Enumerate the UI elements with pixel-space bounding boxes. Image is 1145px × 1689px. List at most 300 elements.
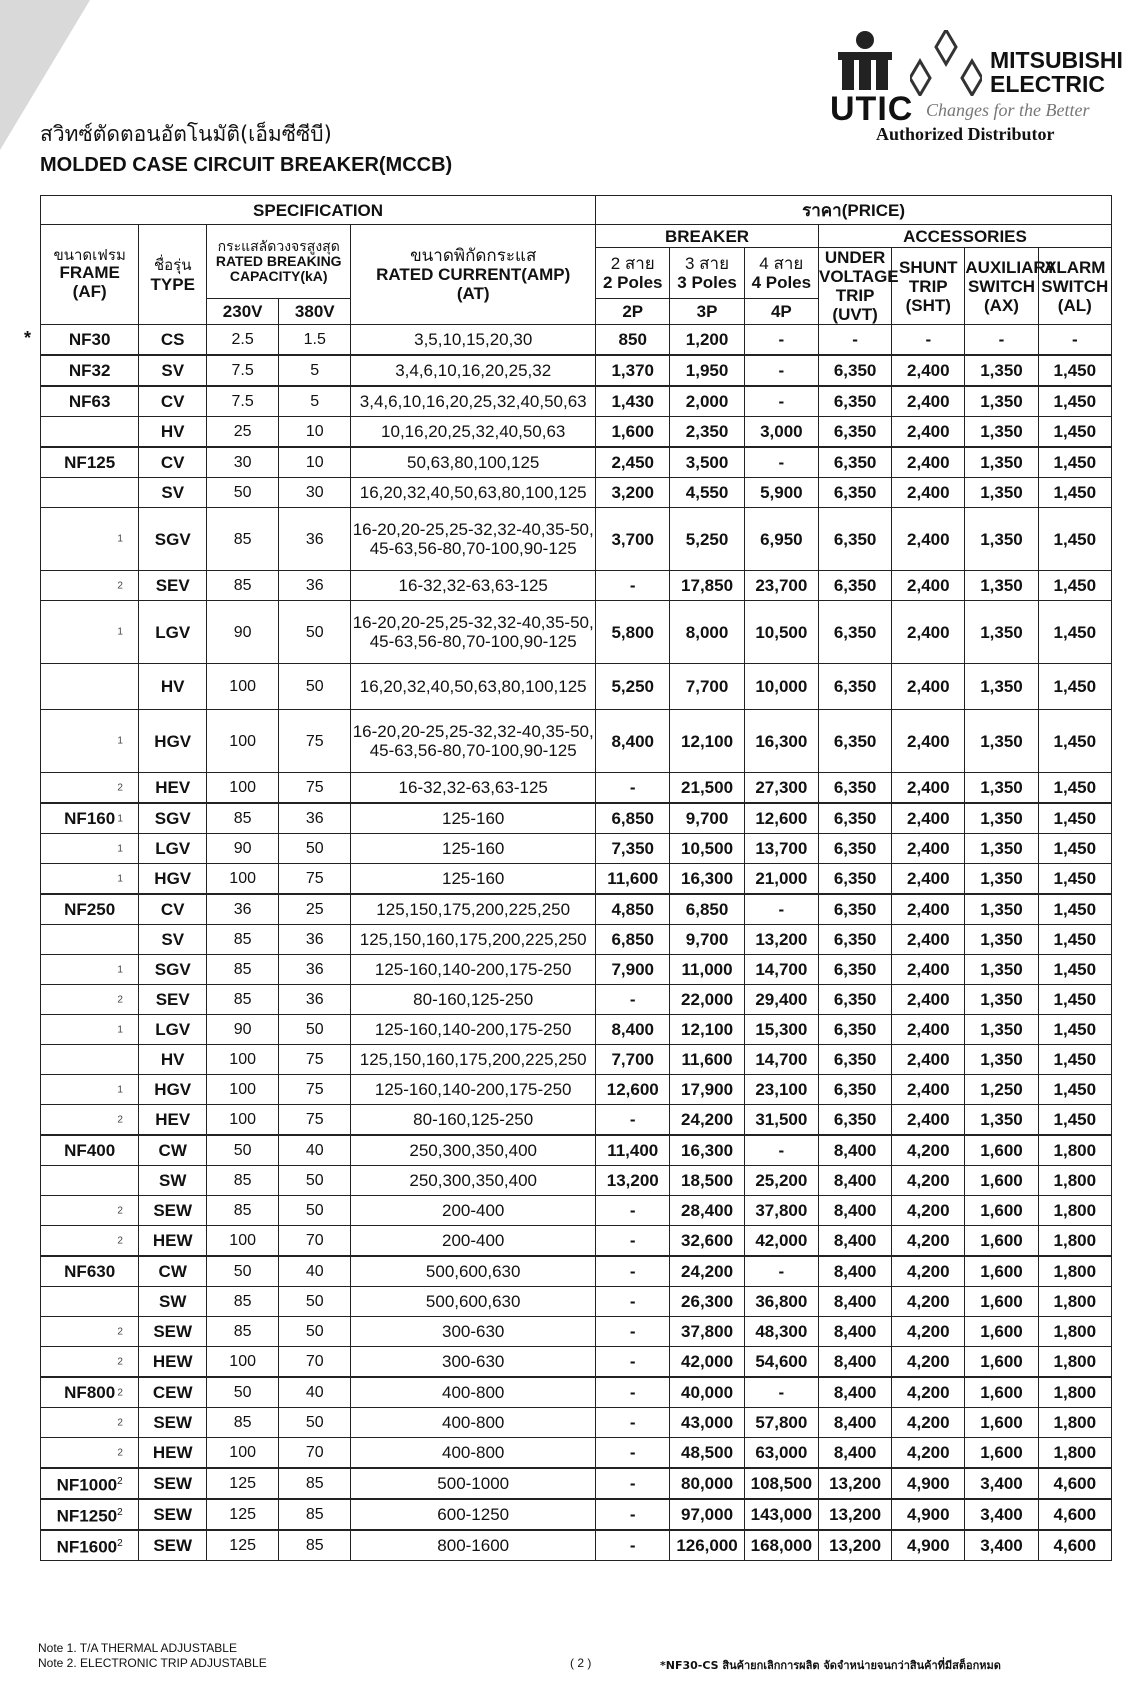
current-cell: 800-1600	[351, 1530, 596, 1561]
p4-cell: 21,000	[744, 864, 818, 895]
note-marker: 2	[117, 1356, 123, 1367]
note-marker: 2	[117, 1235, 123, 1246]
utic-wordmark: UTIC	[830, 90, 914, 128]
current-cell: 125-160	[351, 864, 596, 895]
type-cell	[117, 1377, 207, 1408]
a380-cell: 25	[279, 894, 351, 925]
frame-cell	[41, 508, 139, 571]
a230-cell: 125	[207, 1499, 279, 1530]
a380-cell: 10	[279, 447, 351, 478]
sht-cell: 4,200	[892, 1408, 965, 1438]
ax-cell: 1,350	[965, 894, 1038, 925]
table-row	[41, 417, 1112, 448]
p2-cell: -	[596, 1287, 670, 1317]
a380-cell: 75	[279, 1075, 351, 1105]
ax-cell: 1,350	[965, 1045, 1038, 1075]
al-cell: 1,450	[1038, 803, 1111, 834]
current-cell: 600-1250	[351, 1499, 596, 1530]
ax-cell: 1,350	[965, 1105, 1038, 1136]
ax-cell: 1,600	[965, 1135, 1038, 1166]
type-label: SV	[161, 930, 185, 949]
uvt-cell: 8,400	[818, 1135, 891, 1166]
type-cell	[117, 773, 207, 804]
uvt-cell: 8,400	[818, 1438, 891, 1469]
uvt-cell: 6,350	[818, 1015, 891, 1045]
price-table-body	[24, 325, 1112, 1561]
type-label: SEW	[153, 1322, 193, 1341]
a380-cell: 1.5	[279, 325, 351, 356]
p3-cell: 32,600	[670, 1226, 744, 1257]
sht-cell: 4,900	[892, 1499, 965, 1530]
a380-cell: 36	[279, 955, 351, 985]
uvt-cell: 6,350	[818, 710, 891, 773]
sht-cell: 2,400	[892, 571, 965, 601]
al-cell: 1,450	[1038, 864, 1111, 895]
type-label: HGV	[154, 1080, 192, 1099]
sht-cell: 2,400	[892, 985, 965, 1015]
p3-cell: 18,500	[670, 1166, 744, 1196]
p3-short-header: 3P	[670, 298, 744, 324]
current-cell: 125,150,175,200,225,250	[351, 894, 596, 925]
table-row	[41, 1438, 1112, 1469]
p3-cell: 3,500	[670, 447, 744, 478]
type-cell	[117, 1408, 207, 1438]
ax-cell: 1,350	[965, 386, 1038, 417]
frame-cell	[41, 1075, 139, 1105]
sht-cell: 2,400	[892, 803, 965, 834]
a230-cell: 100	[207, 1226, 279, 1257]
al-cell: 1,450	[1038, 1045, 1111, 1075]
p3-cell: 80,000	[670, 1468, 744, 1499]
al-cell: 1,450	[1038, 925, 1111, 955]
p2-cell: -	[596, 1438, 670, 1469]
p4-cell: 23,100	[744, 1075, 818, 1105]
a230-cell: 85	[207, 1408, 279, 1438]
frame-cell	[41, 447, 139, 478]
sht-cell: 4,200	[892, 1166, 965, 1196]
table-row	[41, 985, 1112, 1015]
a380-cell: 5	[279, 386, 351, 417]
frame-cell	[41, 773, 139, 804]
table-row	[41, 1256, 1112, 1287]
al-cell: 1,450	[1038, 1105, 1111, 1136]
sht-cell: 2,400	[892, 1015, 965, 1045]
ax-cell: 1,250	[965, 1075, 1038, 1105]
p3-cell: 12,100	[670, 1015, 744, 1045]
a230-cell: 25	[207, 417, 279, 448]
p2-cell: -	[596, 1347, 670, 1378]
type-cell	[139, 925, 207, 955]
price-header: ราคา(PRICE)	[596, 196, 1112, 225]
type-cell	[117, 985, 207, 1015]
sht-cell: 2,400	[892, 1045, 965, 1075]
note-marker: 2	[117, 1417, 123, 1428]
p4-cell: 63,000	[744, 1438, 818, 1469]
uvt-cell: 13,200	[818, 1499, 891, 1530]
ax-cell: 1,600	[965, 1347, 1038, 1378]
type-cell	[139, 1287, 207, 1317]
uvt-cell: 6,350	[818, 508, 891, 571]
p2-cell: 8,400	[596, 710, 670, 773]
a230-cell: 7.5	[207, 386, 279, 417]
current-cell: 300-630	[351, 1317, 596, 1347]
p2-cell: 1,430	[596, 386, 670, 417]
type-cell	[117, 803, 207, 834]
al-cell: 1,450	[1038, 478, 1111, 508]
type-cell	[139, 664, 207, 710]
current-cell: 16-20,20-25,25-32,32-40,35-50, 45-63,56-80,70-100,90-125	[351, 508, 596, 571]
type-cell	[117, 864, 207, 895]
mitsubishi-wordmark	[990, 48, 1123, 96]
uvt-cell: 6,350	[818, 894, 891, 925]
type-label: HV	[160, 677, 185, 696]
a380-cell: 40	[279, 1135, 351, 1166]
ax-cell: 1,350	[965, 925, 1038, 955]
type-cell	[117, 955, 207, 985]
discontinued-remark: *NF30-CS สินค้ายกเลิกการผลิต จัดจำหน่ายจนกว่าสินค้าที่มีสต็อกหมด	[660, 1659, 1001, 1672]
frame-cell	[41, 1015, 139, 1045]
ax-cell: 3,400	[965, 1499, 1038, 1530]
p3-cell: 11,000	[670, 955, 744, 985]
frame-cell	[41, 710, 139, 773]
table-row	[41, 1377, 1112, 1408]
p3-cell: 9,700	[670, 925, 744, 955]
note-marker: 1	[117, 533, 123, 545]
table-row	[41, 1226, 1112, 1257]
type-label: SEV	[155, 990, 190, 1009]
type-header: ชื่อรุ่น TYPE	[139, 225, 207, 325]
ax-cell: 1,600	[965, 1256, 1038, 1287]
ax-cell: 1,600	[965, 1196, 1038, 1226]
sht-cell: 2,400	[892, 601, 965, 664]
p4-cell: 10,000	[744, 664, 818, 710]
uvt-cell: 6,350	[818, 1075, 891, 1105]
type-label: SEV	[155, 576, 190, 595]
a380-cell: 75	[279, 1045, 351, 1075]
current-cell: 500,600,630	[351, 1287, 596, 1317]
frame-label: NF125	[64, 453, 116, 472]
p3-cell: 43,000	[670, 1408, 744, 1438]
type-label: CV	[160, 453, 185, 472]
p3-cell: 126,000	[670, 1530, 744, 1561]
frame-header: ขนาดเฟรม FRAME (AF)	[41, 225, 139, 325]
current-cell: 3,5,10,15,20,30	[351, 325, 596, 356]
p2-cell: 1,600	[596, 417, 670, 448]
a230-cell: 100	[207, 773, 279, 804]
p4-cell: 29,400	[744, 985, 818, 1015]
p3-cell: 8,000	[670, 601, 744, 664]
p2-cell: 6,850	[596, 803, 670, 834]
a380-cell: 50	[279, 1408, 351, 1438]
sht-cell: 2,400	[892, 508, 965, 571]
frame-cell	[41, 601, 139, 664]
a230-cell: 85	[207, 571, 279, 601]
frame-label: NF160	[64, 809, 116, 828]
uvt-cell: 6,350	[818, 664, 891, 710]
current-cell: 125-160,140-200,175-250	[351, 955, 596, 985]
ax-cell: 1,600	[965, 1377, 1038, 1408]
p2-cell: 7,700	[596, 1045, 670, 1075]
p4-cell: -	[744, 1377, 818, 1408]
note-marker: 1	[117, 964, 123, 975]
table-row	[41, 773, 1112, 804]
sht-cell: 2,400	[892, 925, 965, 955]
current-cell: 50,63,80,100,125	[351, 447, 596, 478]
p4-cell: 6,950	[744, 508, 818, 571]
a230-cell: 125	[207, 1468, 279, 1499]
p4-cell: -	[744, 1135, 818, 1166]
uvt-cell: 6,350	[818, 1045, 891, 1075]
distributor-label: Authorized Distributor	[876, 124, 1055, 144]
note-marker: 2	[117, 580, 123, 591]
frame-note-marker: 2	[117, 1476, 123, 1488]
table-row	[41, 571, 1112, 601]
type-label: HEW	[152, 1443, 193, 1462]
ax-cell: 3,400	[965, 1530, 1038, 1561]
tagline: Changes for the Better	[926, 100, 1090, 120]
ax-cell: 1,600	[965, 1317, 1038, 1347]
uvt-cell: 6,350	[818, 985, 891, 1015]
type-cell	[139, 1135, 207, 1166]
a230-cell: 50	[207, 1135, 279, 1166]
al-cell: 1,800	[1038, 1135, 1111, 1166]
current-cell: 10,16,20,25,32,40,50,63	[351, 417, 596, 448]
current-cell: 80-160,125-250	[351, 985, 596, 1015]
uvt-cell: 8,400	[818, 1408, 891, 1438]
ax-cell: 1,600	[965, 1287, 1038, 1317]
a380-cell: 50	[279, 1287, 351, 1317]
al-header: ALARM SWITCH (AL)	[1038, 248, 1111, 325]
ax-cell: 1,350	[965, 864, 1038, 895]
type-label: HEV	[155, 1110, 191, 1129]
ax-cell: 1,600	[965, 1226, 1038, 1257]
p2-cell: -	[596, 1196, 670, 1226]
uvt-cell: 8,400	[818, 1226, 891, 1257]
p2-cell: 7,900	[596, 955, 670, 985]
sht-cell: 2,400	[892, 773, 965, 804]
ax-cell: -	[965, 325, 1038, 356]
current-cell: 3,4,6,10,16,20,25,32,40,50,63	[351, 386, 596, 417]
p2-cell: 3,700	[596, 508, 670, 571]
type-cell	[117, 508, 207, 571]
table-row	[41, 1287, 1112, 1317]
type-label: SV	[161, 361, 185, 380]
p2-cell: -	[596, 1226, 670, 1257]
current-cell: 400-800	[351, 1408, 596, 1438]
type-cell	[139, 417, 207, 448]
type-cell	[139, 1045, 207, 1075]
a380-cell: 85	[279, 1530, 351, 1561]
frame-cell	[41, 1317, 139, 1347]
current-cell: 200-400	[351, 1196, 596, 1226]
note-marker: 1	[117, 873, 123, 884]
frame-label: NF1600	[56, 1537, 118, 1557]
type-cell	[117, 1075, 207, 1105]
current-cell: 500,600,630	[351, 1256, 596, 1287]
ax-cell: 1,350	[965, 478, 1038, 508]
p2-cell: -	[596, 1317, 670, 1347]
uvt-cell: 8,400	[818, 1166, 891, 1196]
current-cell: 125,150,160,175,200,225,250	[351, 925, 596, 955]
p2-cell: -	[596, 1105, 670, 1136]
type-cell	[117, 1347, 207, 1378]
a230-cell: 85	[207, 1196, 279, 1226]
al-cell: 4,600	[1038, 1468, 1111, 1499]
frame-cell	[41, 925, 139, 955]
p2-cell: 11,600	[596, 864, 670, 895]
a230-cell: 100	[207, 864, 279, 895]
uvt-cell: 6,350	[818, 386, 891, 417]
a230-cell: 100	[207, 1045, 279, 1075]
p4-cell: 31,500	[744, 1105, 818, 1136]
type-label: SV	[161, 483, 185, 502]
p3-cell: 97,000	[670, 1499, 744, 1530]
p4-cell: 3,000	[744, 417, 818, 448]
current-cell: 125-160	[351, 834, 596, 864]
sht-cell: 2,400	[892, 478, 965, 508]
frame-cell	[41, 894, 139, 925]
table-row	[41, 803, 1112, 834]
p2-cell: 4,850	[596, 894, 670, 925]
p3-cell: 22,000	[670, 985, 744, 1015]
p3-cell: 28,400	[670, 1196, 744, 1226]
p4-cell: 16,300	[744, 710, 818, 773]
al-cell: 1,450	[1038, 894, 1111, 925]
accessories-header: ACCESSORIES	[818, 225, 1111, 248]
p4-cell: -	[744, 355, 818, 386]
current-cell: 400-800	[351, 1377, 596, 1408]
type-label: SEW	[153, 1474, 193, 1493]
uvt-cell: 8,400	[818, 1256, 891, 1287]
frame-cell	[41, 985, 139, 1015]
footnote-1: Note 1. T/A THERMAL ADJUSTABLE	[38, 1641, 237, 1655]
a230-cell: 7.5	[207, 355, 279, 386]
p4-cell: 23,700	[744, 571, 818, 601]
type-label: SW	[159, 1292, 187, 1311]
p3-cell: 10,500	[670, 834, 744, 864]
table-row	[41, 1105, 1112, 1136]
p2-cell: 8,400	[596, 1015, 670, 1045]
al-cell: 1,800	[1038, 1408, 1111, 1438]
page-number: ( 2 )	[570, 1656, 592, 1670]
type-label: CW	[158, 1141, 187, 1160]
frame-cell	[41, 864, 139, 895]
al-cell: 1,800	[1038, 1317, 1111, 1347]
a230-cell: 100	[207, 1105, 279, 1136]
frame-cell	[41, 1135, 139, 1166]
p2-cell: 3,200	[596, 478, 670, 508]
ax-cell: 1,350	[965, 803, 1038, 834]
a380-cell: 70	[279, 1347, 351, 1378]
note-marker: 1	[117, 1024, 123, 1035]
type-cell	[117, 1438, 207, 1469]
al-cell: 1,450	[1038, 355, 1111, 386]
type-label: HEW	[152, 1231, 193, 1250]
p3-cell: 48,500	[670, 1438, 744, 1469]
p3-cell: 9,700	[670, 803, 744, 834]
p3-cell: 17,850	[670, 571, 744, 601]
frame-cell	[41, 417, 139, 448]
table-row	[41, 1135, 1112, 1166]
poles-4-header: 4 สาย 4 Poles	[744, 248, 818, 299]
type-label: SEW	[153, 1201, 193, 1220]
type-label: HEV	[155, 778, 191, 797]
type-label: HGV	[154, 869, 192, 888]
p3-cell: 5,250	[670, 508, 744, 571]
type-cell	[117, 834, 207, 864]
table-row	[41, 1499, 1112, 1530]
p4-cell: -	[744, 894, 818, 925]
sht-cell: 2,400	[892, 386, 965, 417]
p4-cell: -	[744, 386, 818, 417]
frame-cell	[41, 478, 139, 508]
table-row	[41, 601, 1112, 664]
ax-cell: 1,600	[965, 1408, 1038, 1438]
a380-cell: 70	[279, 1438, 351, 1469]
type-label: LGV	[155, 622, 191, 642]
p4-cell: 37,800	[744, 1196, 818, 1226]
p2-cell: 6,850	[596, 925, 670, 955]
p2-cell: 1,370	[596, 355, 670, 386]
al-cell: 1,450	[1038, 955, 1111, 985]
sht-cell: 4,200	[892, 1256, 965, 1287]
uvt-cell: 8,400	[818, 1317, 891, 1347]
frame-cell	[41, 1347, 139, 1378]
p3-cell: 1,950	[670, 355, 744, 386]
type-label: HGV	[154, 731, 192, 751]
uvt-cell: 6,350	[818, 478, 891, 508]
frame-label: NF400	[64, 1141, 116, 1160]
p3-cell: 24,200	[670, 1256, 744, 1287]
ax-cell: 1,350	[965, 1015, 1038, 1045]
al-cell: 1,800	[1038, 1377, 1111, 1408]
a230-cell: 90	[207, 834, 279, 864]
mitsubishi-diamonds-icon	[910, 30, 982, 96]
a230-cell: 85	[207, 803, 279, 834]
frame-note-marker: 2	[117, 1538, 123, 1550]
sht-cell: 4,200	[892, 1347, 965, 1378]
table-row	[41, 508, 1112, 571]
logo-area	[830, 28, 1130, 148]
sht-cell: 2,400	[892, 955, 965, 985]
ax-cell: 1,350	[965, 447, 1038, 478]
note-marker: 2	[117, 782, 123, 793]
a380-cell: 40	[279, 1256, 351, 1287]
type-label: CW	[158, 1262, 187, 1281]
table-row	[41, 447, 1112, 478]
p4-cell: -	[744, 325, 818, 356]
a380-cell: 40	[279, 1377, 351, 1408]
frame-label: NF30	[68, 330, 111, 349]
table-row	[41, 1347, 1112, 1378]
type-cell	[139, 894, 207, 925]
sht-cell: 2,400	[892, 834, 965, 864]
capacity-header: กระแสลัดวงจรสูงสุด RATED BREAKING CAPACITY(kA)	[207, 225, 351, 299]
p2-cell: -	[596, 985, 670, 1015]
note-marker: 2	[117, 994, 123, 1005]
a380-cell: 85	[279, 1499, 351, 1530]
al-cell: 4,600	[1038, 1530, 1111, 1561]
table-row	[41, 325, 1112, 356]
a380-cell: 75	[279, 773, 351, 804]
a230-cell: 85	[207, 955, 279, 985]
type-cell	[139, 355, 207, 386]
type-cell	[139, 386, 207, 417]
type-cell	[117, 1196, 207, 1226]
frame-cell	[41, 571, 139, 601]
al-cell: 1,450	[1038, 601, 1111, 664]
p4-cell: -	[744, 1256, 818, 1287]
